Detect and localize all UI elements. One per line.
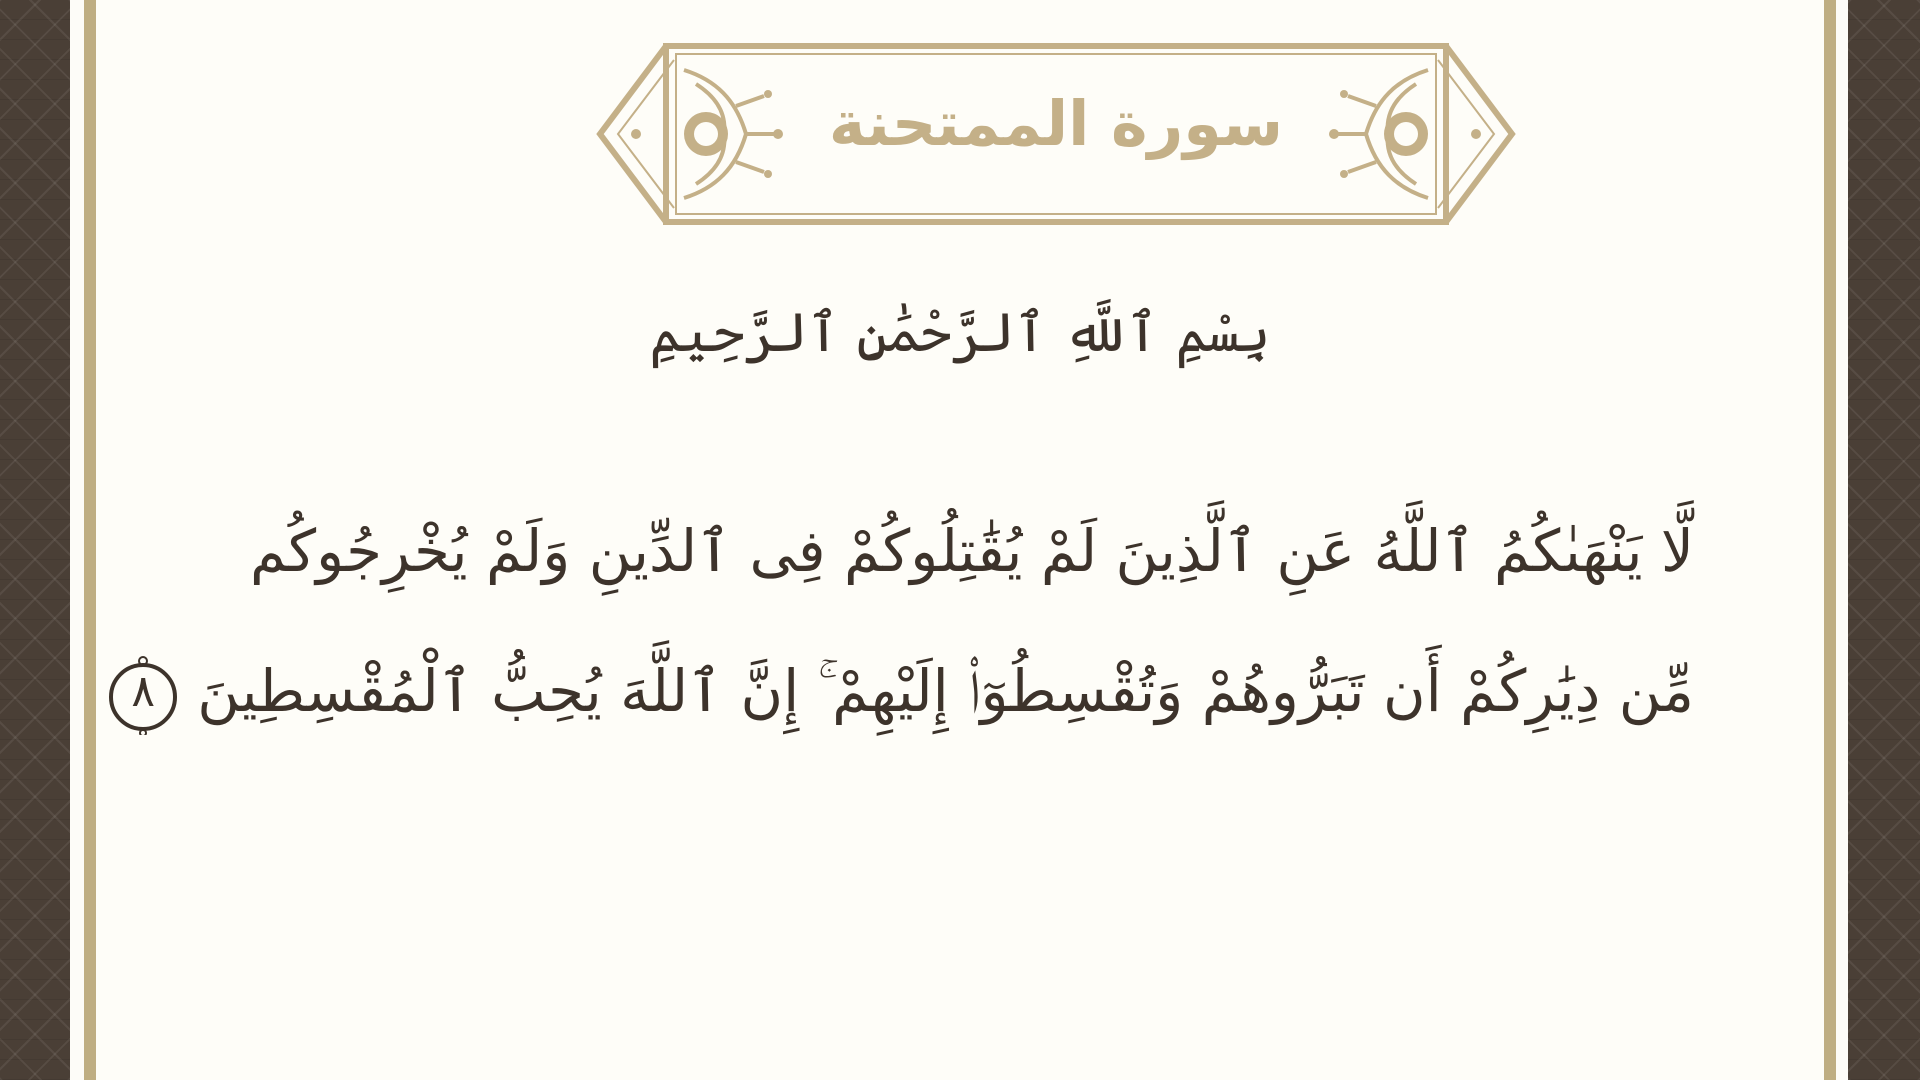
ayah-marker (103, 655, 183, 735)
verse-line-1-text: لَّا يَنْهَىٰكُمُ ٱللَّهُ عَنِ ٱلَّذِينَ لَمْ يُقَٰتِلُوكُمْ فِى ٱلدِّينِ وَلَمْ يُخْرِجُوكُم (249, 517, 1694, 585)
verse-line-1 (94, 515, 1694, 588)
left-pattern-border (0, 0, 70, 1080)
basmala: بِسْمِ ٱللَّهِ ٱلرَّحْمَٰنِ ٱلرَّحِيمِ (649, 301, 1271, 364)
surah-title: سورة الممتحنة (828, 87, 1284, 160)
surah-title-frame (596, 40, 1516, 230)
right-gold-rule (1824, 0, 1836, 1080)
verse-line-2-text: مِّن دِيَٰرِكُمْ أَن تَبَرُّوهُمْ وَتُقْسِطُوٓا۟ إِلَيْهِمْ ۚ إِنَّ ٱللَّهَ يُحِبُّ ٱلْمُقْسِطِينَ (197, 657, 1694, 726)
quran-page (96, 0, 1824, 1080)
right-pattern-border (1848, 0, 1920, 1080)
ayah-number: ٨ (131, 666, 156, 717)
verse-line-2 (94, 655, 1694, 735)
